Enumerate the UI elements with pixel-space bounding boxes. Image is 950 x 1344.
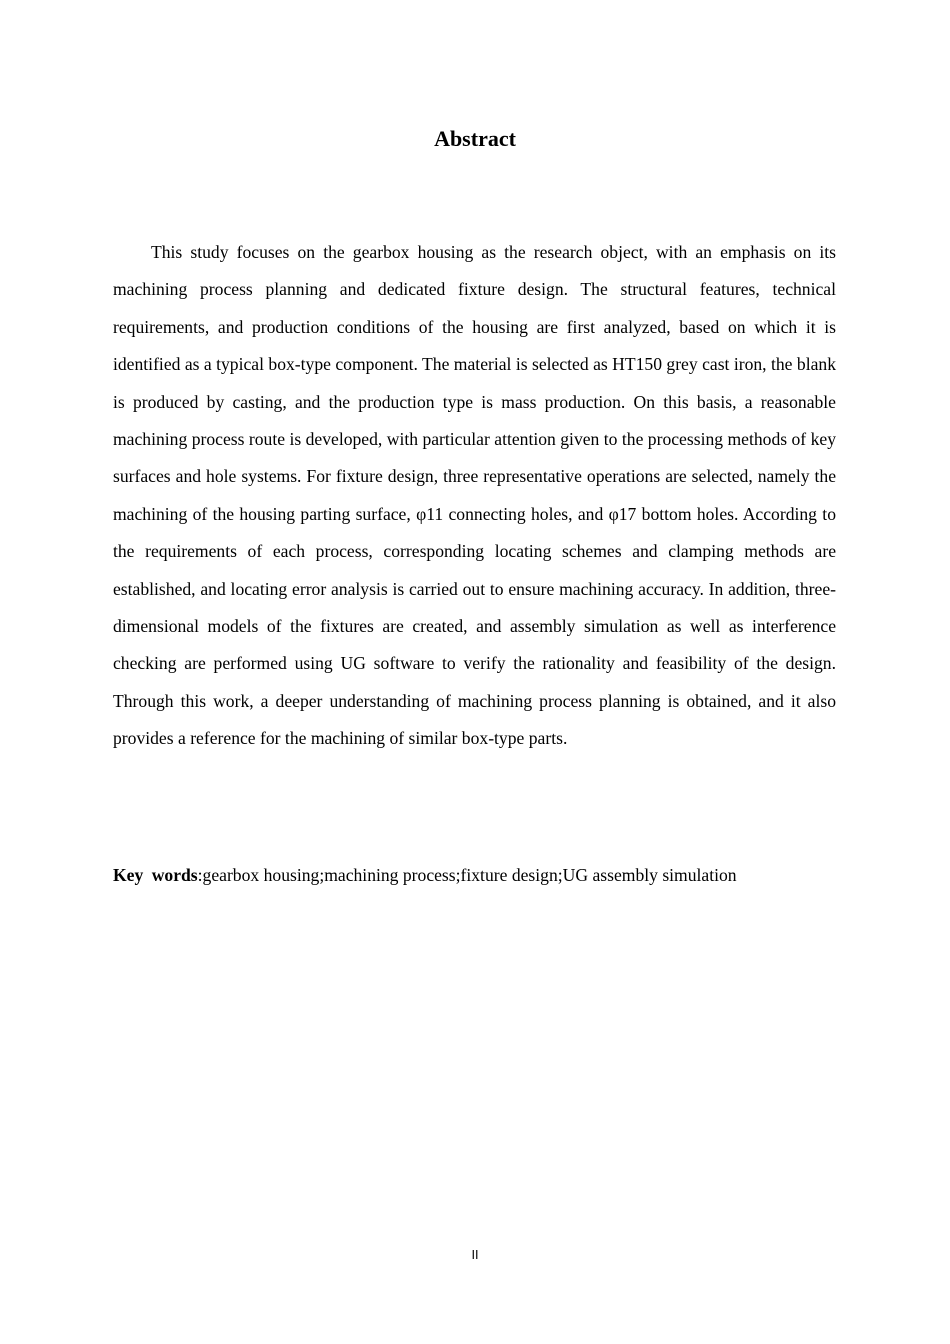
keywords-separator: : (197, 865, 203, 885)
page-number: II (471, 1248, 479, 1262)
keywords-line (113, 857, 836, 894)
keywords-text: gearbox housing;machining process;fixture design;UG assembly simulation (202, 865, 737, 885)
keywords-label: Key words (113, 865, 198, 885)
page-title: Abstract (434, 126, 516, 151)
abstract-paragraph: This study focuses on the gearbox housing as the research object, with an emphasis on its machining process planning and dedicated fixture design. The structural features, technical requirements, and production conditions of the housing are first analyzed, based on which it is identified as a typical box-type component. The material is selected as HT150 grey cast iron, the blank is produced by casting, and the production type is mass production. On this basis, a reasonable machining process route is developed, with particular attention given to the processing methods of key surfaces and hole systems. For fixture design, three representative operations are selected, namely the machining of the housing parting surface, φ11 connecting holes, and φ17 bottom holes. According to the requirements of each process, corresponding locating schemes and clamping methods are established, and locating error analysis is carried out to ensure machining accuracy. In addition, three-dimensional models of the fixtures are created, and assembly simulation as well as interference checking are performed using UG software to verify the rationality and feasibility of the design. Through this work, a deeper understanding of machining process planning is obtained, and it also provides a reference for the machining of similar box-type parts. (113, 242, 836, 749)
